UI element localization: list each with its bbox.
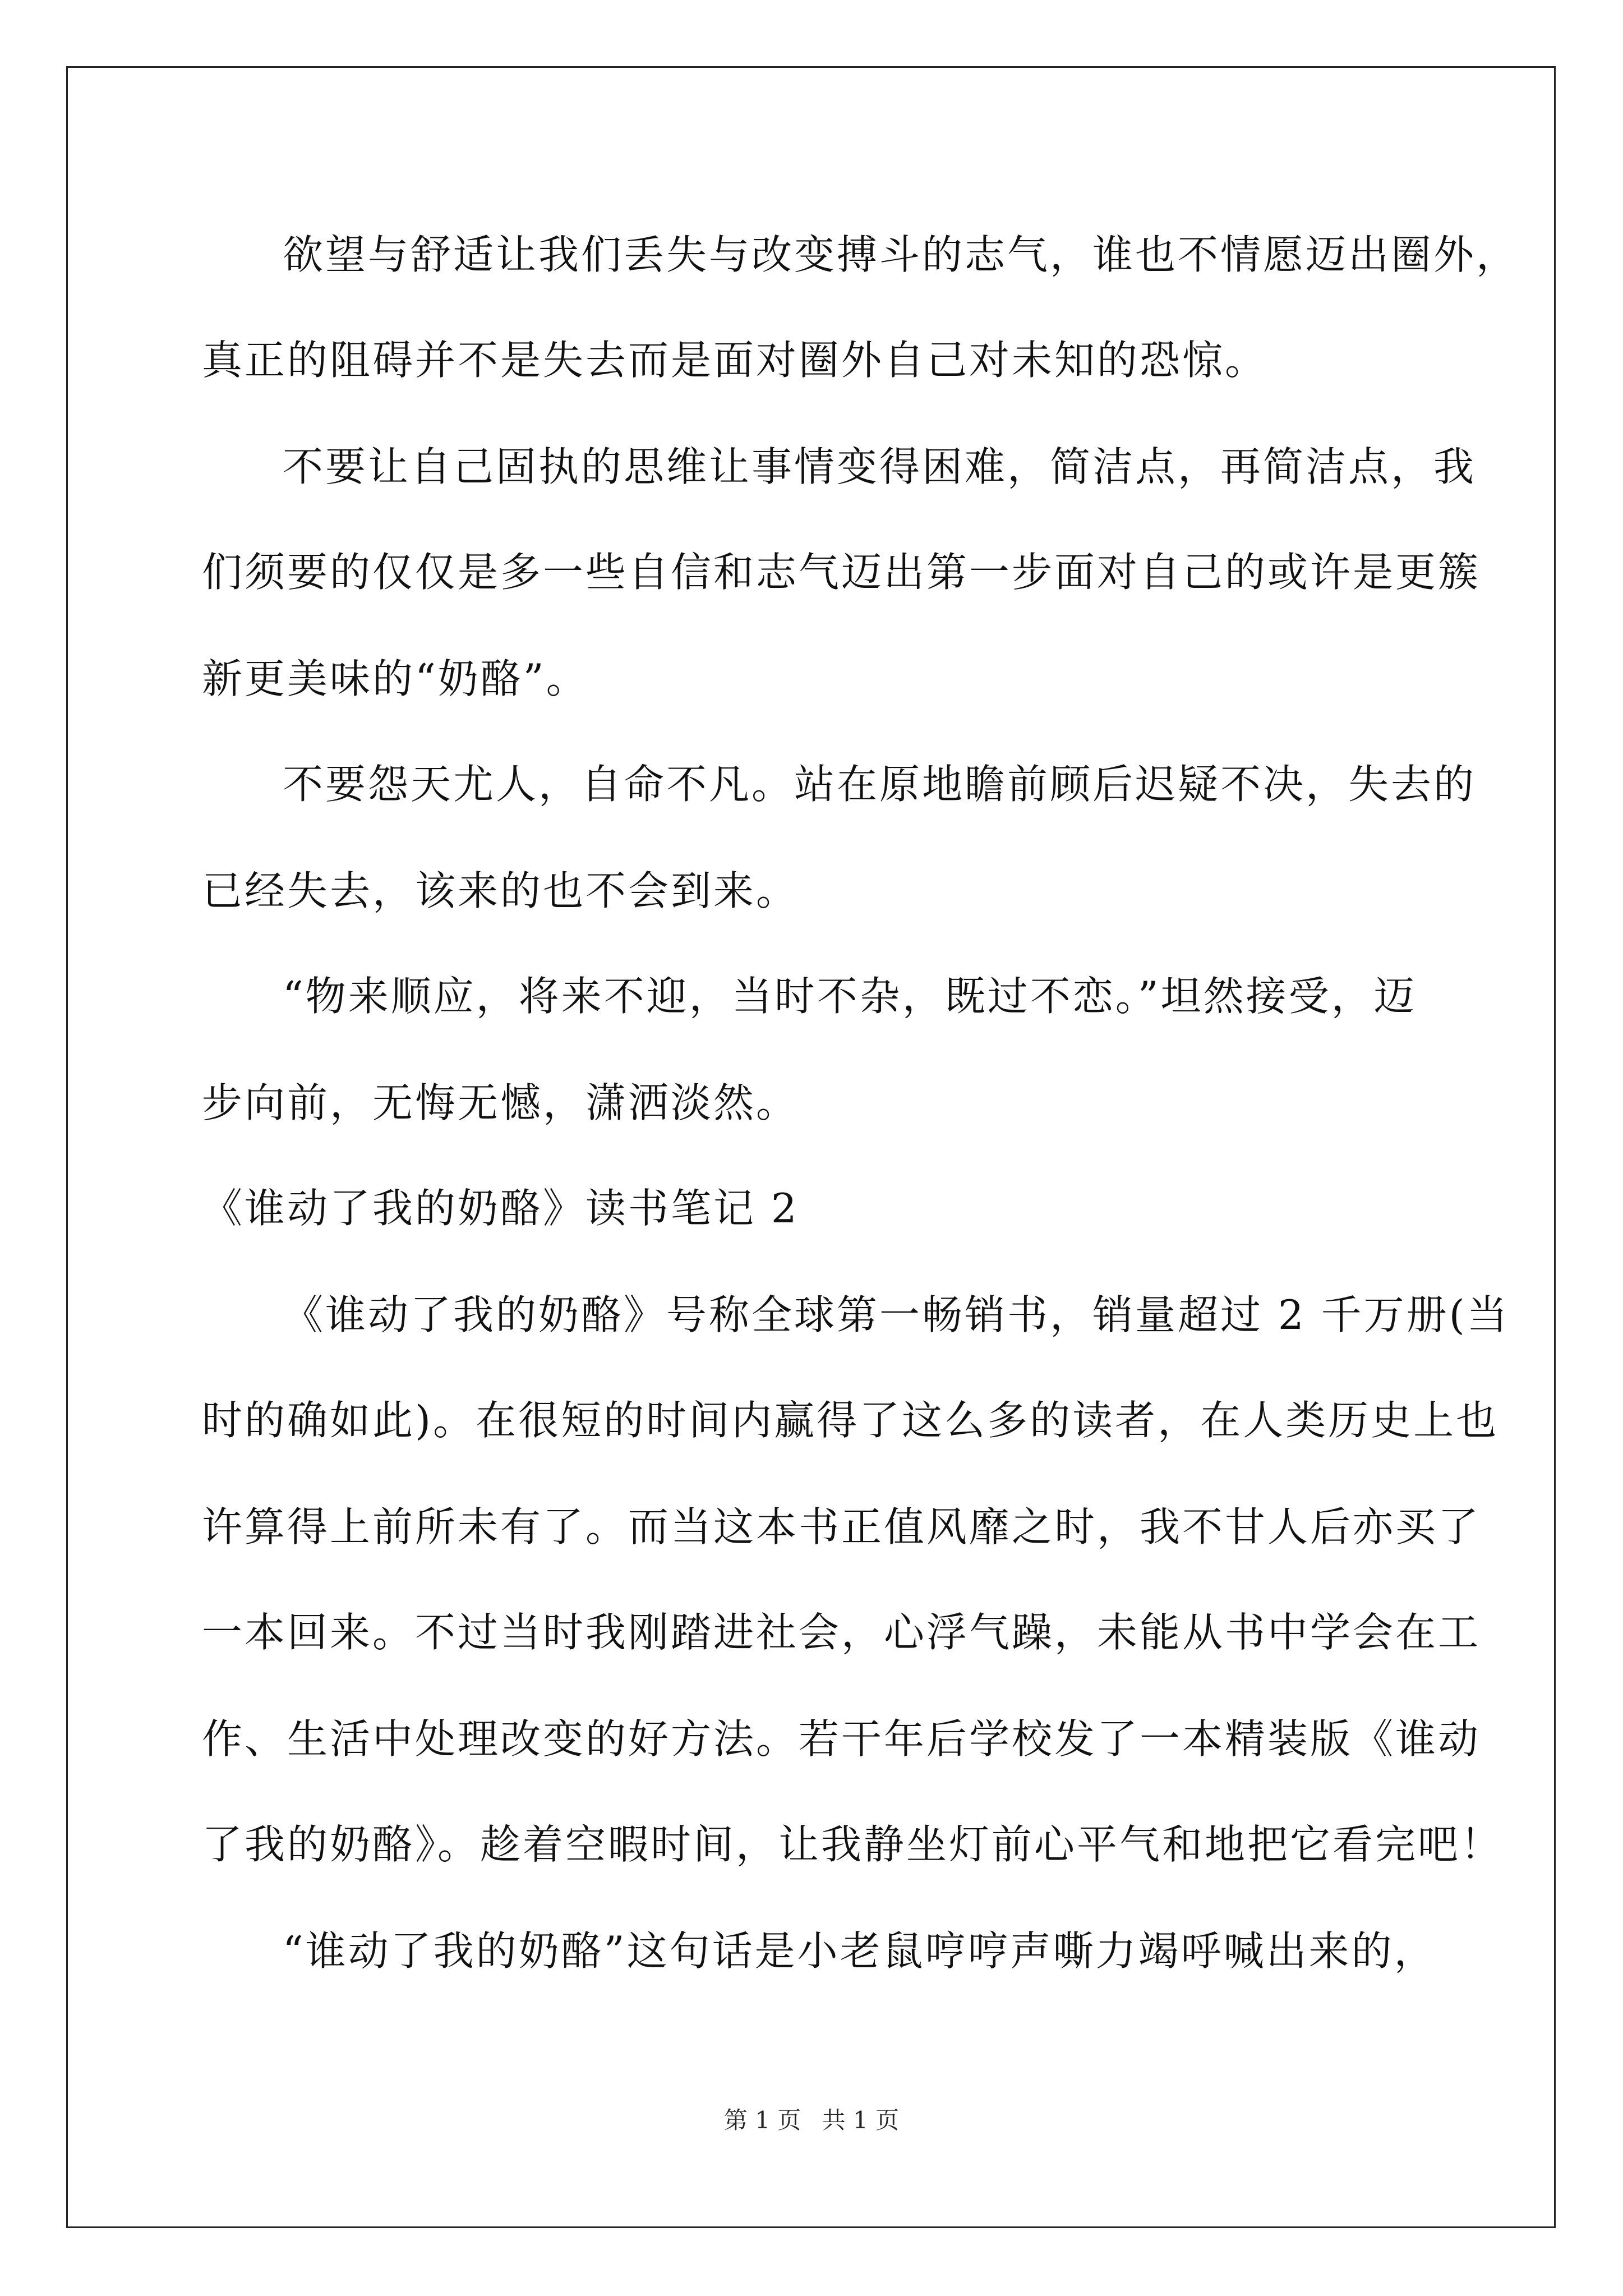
- paragraph-5-line-1: 《谁动了我的奶酪》号称全球第一畅销书，销量超过 2 千万册(当: [283, 1291, 1510, 1338]
- paragraph-6-line-1: “谁动了我的奶酪”这句话是小老鼠哼哼声嘶力竭呼喊出来的，: [283, 1927, 1437, 1975]
- page-number-current: 第 1 页: [723, 2106, 801, 2134]
- paragraph-5-line-2: 时的确如此)。在很短的时间内赢得了这么多的读者，在人类历史上也: [202, 1397, 1499, 1444]
- paragraph-2-line-1: 不要让自己固执的思维让事情变得困难，简洁点，再简洁点，我: [283, 443, 1477, 490]
- paragraph-4-line-1: “物来顺应，将来不迎，当时不杂，既过不恋。”坦然接受，迈: [283, 973, 1417, 1020]
- paragraph-2-line-3: 新更美味的“奶酪”。: [202, 655, 589, 702]
- page-border: [66, 66, 1556, 2228]
- paragraph-3-line-2: 已经失去，该来的也不会到来。: [202, 867, 799, 914]
- section-heading: 《谁动了我的奶酪》读书笔记 2: [202, 1185, 799, 1232]
- paragraph-3-line-1: 不要怨天尤人，自命不凡。站在原地瞻前顾后迟疑不决，失去的: [283, 761, 1477, 808]
- paragraph-1-line-1: 欲望与舒适让我们丢失与改变搏斗的志气，谁也不情愿迈出圈外，: [283, 231, 1519, 278]
- page-footer: [0, 2105, 1623, 2136]
- paragraph-4-line-2: 步向前，无悔无憾，潇洒淡然。: [202, 1079, 799, 1126]
- paragraph-5-line-6: 了我的奶酪》。趁着空暇时间，让我静坐灯前心平气和地把它看完吧！: [202, 1821, 1504, 1868]
- page-number-total: 共 1 页: [822, 2106, 900, 2134]
- paragraph-5-line-5: 作、生活中处理改变的好方法。若干年后学校发了一本精装版《谁动: [202, 1715, 1481, 1763]
- paragraph-2-line-2: 们须要的仅仅是多一些自信和志气迈出第一步面对自己的或许是更簇: [202, 549, 1481, 596]
- paragraph-5-line-4: 一本回来。不过当时我刚踏进社会，心浮气躁，未能从书中学会在工: [202, 1609, 1481, 1656]
- paragraph-1-line-2: 真正的阻碍并不是失去而是面对圈外自己对未知的恐惊。: [202, 337, 1268, 384]
- paragraph-5-line-3: 许算得上前所未有了。而当这本书正值风靡之时，我不甘人后亦买了: [202, 1503, 1481, 1550]
